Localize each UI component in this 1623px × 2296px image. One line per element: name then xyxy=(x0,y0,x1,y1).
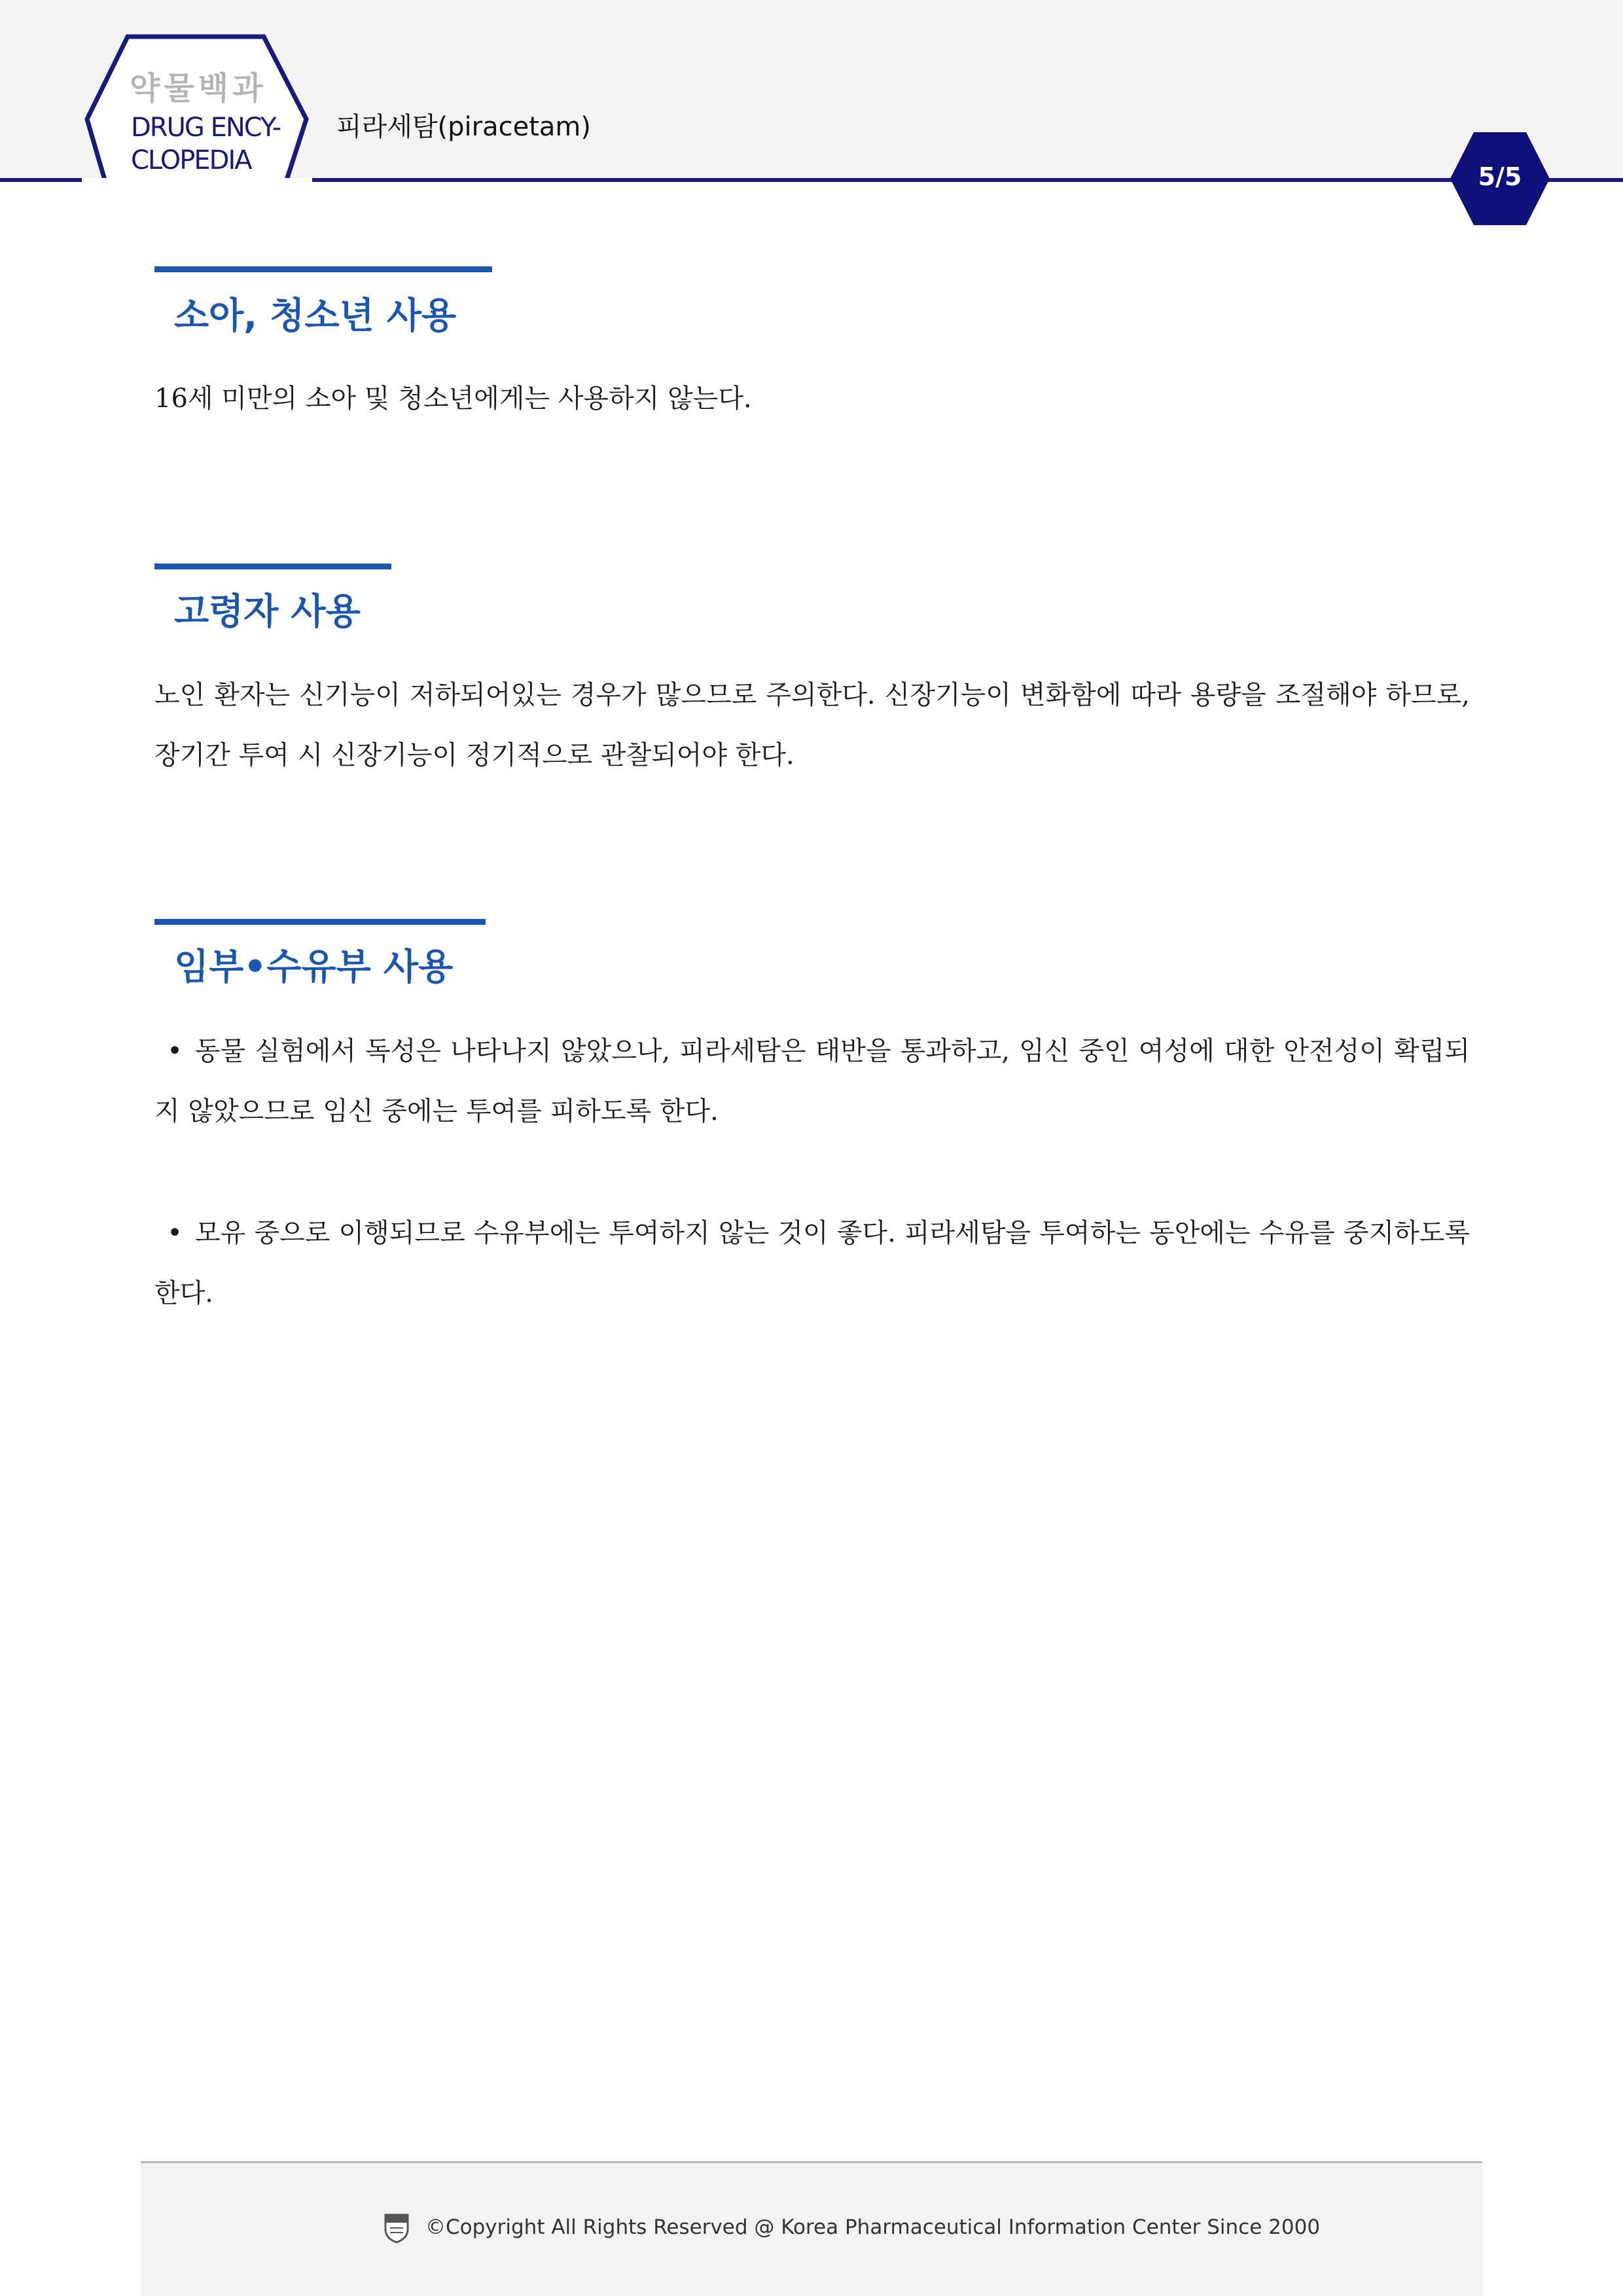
footer-rule xyxy=(141,2161,1482,2163)
section-title-elderly: 고령자 사용 xyxy=(174,590,361,632)
bullet-marker: • xyxy=(167,1036,183,1066)
list-item xyxy=(154,1021,1470,1141)
footer-shield-icon xyxy=(383,2212,410,2244)
footer-copyright: ©Copyright All Rights Reserved @ Korea Pharmaceutical Information Center Since 2000 xyxy=(425,2215,1321,2239)
page-number: 5/5 xyxy=(1478,162,1522,191)
paragraph-pregnancy: 동물 실험에서 독성은 나타나지 않았으나, 피라세탐은 태반을 통과하고, 임신 중인 여성에 대한 안전성이 확립되지 않았으므로 임신 중에는 투여를 피하도록 한다. xyxy=(154,1036,1470,1126)
section-rule xyxy=(154,266,492,272)
logo-korean-text: 약물백과 xyxy=(130,70,267,107)
section-rule xyxy=(154,564,391,569)
document-title: 피라세탐(piracetam) xyxy=(336,112,591,142)
paragraph-lactation: 모유 중으로 이행되므로 수유부에는 투여하지 않는 것이 좋다. 피라세탐을 투여하는 동안에는 수유를 중지하도록 한다. xyxy=(154,1218,1470,1308)
bullet-marker: • xyxy=(167,1218,183,1248)
paragraph-elderly: 노인 환자는 신기능이 저하되어있는 경우가 많으므로 주의한다. 신장기능이 변화함에 따라 용량을 조절해야 하므로, 장기간 투여 시 신장기능이 정기적으로 관찰되어야 한다. xyxy=(154,680,1470,770)
paragraph-pediatric: 16세 미만의 소아 및 청소년에게는 사용하지 않는다. xyxy=(154,384,752,414)
list-item xyxy=(154,1203,1470,1323)
section-title-pediatric: 소아, 청소년 사용 xyxy=(174,295,457,336)
section-title-pregnancy: 임부•수유부 사용 xyxy=(174,946,454,988)
logo-english-text: DRUG ENCY- CLOPEDIA xyxy=(131,113,281,175)
section-rule xyxy=(154,919,486,925)
